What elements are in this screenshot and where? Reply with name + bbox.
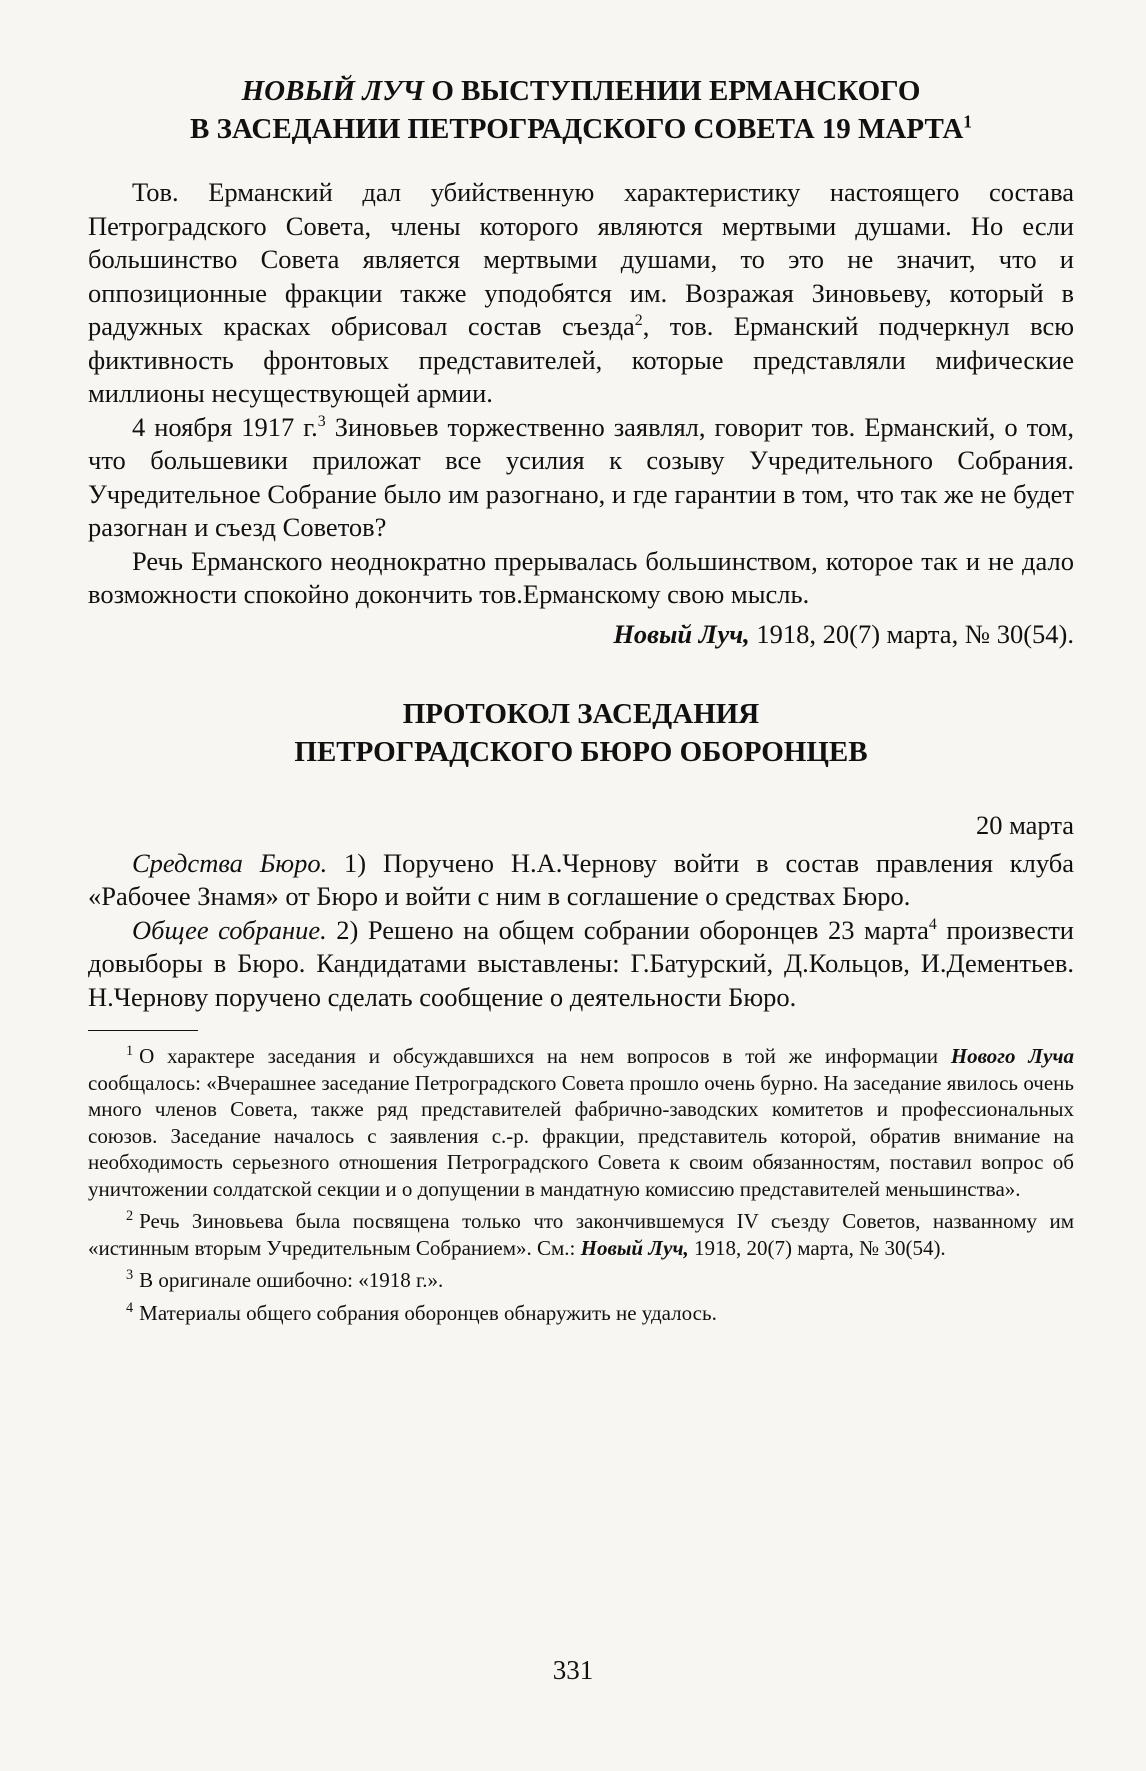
page-content [88, 72, 1074, 1332]
text: Материалы общего собрания оборонцев обнаружить не удалось. [139, 1300, 717, 1325]
text: произвести довыборы в Бюро. Кандидатами выставлены: Г.Батурский, Д.Кольцов, И.Дементьев. Н.Чернову поручено сделать сообщение о деятельности Бюро. [88, 914, 1074, 1012]
footnote-ref: 4 [928, 915, 937, 933]
text: сообщалось: «Вчерашнее заседание Петроградского Совета прошло очень бурно. На заседание явилось очень много членов Совета, также ряд представителей фабрично-заводских комитетов и профессиональных союзов. Заседание началось с заявления с.-р. фракции, представитель которой, обратив внимание на необходимость серьезного отношения Петроградского Совета к своим обязанностям, поставил вопрос об уничтожении солдатской секции и о допущении в мандатную комиссию представителей меньшинства». [88, 1070, 1074, 1201]
text: 2) Решено на общем собрании оборонцев 23 марта [326, 914, 929, 945]
text: , тов. Ерманский подчеркнул всю фиктивность фронтовых представителей, которые представляли мифические миллионы несуществующей армии. [88, 311, 1074, 408]
text: 1918, 20(7) марта, № 30(54). [688, 1235, 946, 1260]
article1-para1 [88, 176, 1074, 411]
footnote-4 [88, 1300, 1074, 1327]
source-details: 1918, 20(7) марта, № 30(54). [749, 618, 1074, 649]
text: Речь Зиновьева была посвящена только что закончившемуся IV съезду Советов, названному им «истинным вторым Учредительным Собранием». См.: [88, 1209, 1074, 1260]
article1-source [88, 618, 1074, 652]
article2-item2 [88, 914, 1074, 1015]
article1-title-italic: НОВЫЙ ЛУЧ [241, 75, 425, 107]
text: В оригинале ошибочно: «1918 г.». [139, 1268, 444, 1292]
article2-title-line1: ПРОТОКОЛ ЗАСЕДАНИЯ [402, 698, 760, 730]
text: 1) Поручено Н.А.Чернову войти в состав правления клуба «Рабочее Знамя» от Бюро и войти с ним в соглашение о средствах Бюро. [88, 847, 1074, 911]
footnote-number: 2 [126, 1208, 134, 1224]
article2-title [88, 695, 1074, 771]
text: Тов. Ерманский дал убийственную характеристику настоящего состава Петроградского Совета, члены которого являются мертвыми душами. Но если большинство Совета является мертвыми душами, то это не значит, что и оппозиционные фракции также уподобятся им. Возражая Зиновьеву, который в радужных красках обрисовал состав съезда [88, 177, 1074, 341]
source-title: Новый Луч, [613, 618, 750, 649]
article1-para2 [88, 411, 1074, 545]
footnote-number: 4 [126, 1299, 134, 1316]
footnote-2 [88, 1208, 1074, 1261]
article1-title [88, 72, 1074, 148]
text: Нового Луча [950, 1044, 1074, 1068]
item-label: Средства Бюро. [132, 847, 328, 878]
article2-item1 [88, 847, 1074, 914]
article1-title-rest: О ВЫСТУПЛЕНИИ ЕРМАНСКОГО [424, 75, 921, 107]
footnote-ref: 1 [963, 111, 972, 132]
footnote-ref: 2 [634, 312, 643, 330]
article2-title-line2: ПЕТРОГРАДСКОГО БЮРО ОБОРОНЦЕВ [294, 736, 868, 768]
footnote-ref: 3 [317, 412, 326, 430]
footnote-number: 1 [126, 1043, 134, 1059]
article1-body [88, 176, 1074, 651]
footnote-3 [88, 1267, 1074, 1294]
item-label: Общее собрание. [132, 914, 327, 945]
article1-para3: Речь Ерманского неоднократно прерывалась большинством, которое так и не дало возможности спокойно докончить тов.Ерманскому свою мысль. [88, 545, 1074, 609]
text: 4 ноября 1917 г. [132, 411, 318, 442]
article2-date: 20 марта [975, 810, 1074, 840]
text: Зиновьев торжественно заявлял, говорит тов. Ерманский, о том, что большевики приложат все усилия к созыву Учредительного Собрания. Учредительное Собрание было им разогнано, и где гарантии в том, что так же не будет разогнан и съезд Советов? [88, 411, 1075, 542]
footnote-divider [88, 1030, 198, 1031]
article1-title-line2: В ЗАСЕДАНИИ ПЕТРОГРАДСКОГО СОВЕТА 19 МАРТА [190, 113, 964, 145]
article2-body [88, 809, 1074, 1014]
text: Новый Луч, [580, 1235, 689, 1260]
footnotes [88, 1043, 1074, 1326]
text: О характере заседания и обсуждавшихся на нем вопросов в той же информации [139, 1044, 938, 1068]
page-number: 331 [552, 1655, 594, 1685]
footnote-1 [88, 1043, 1074, 1202]
footnote-number: 3 [126, 1267, 134, 1283]
